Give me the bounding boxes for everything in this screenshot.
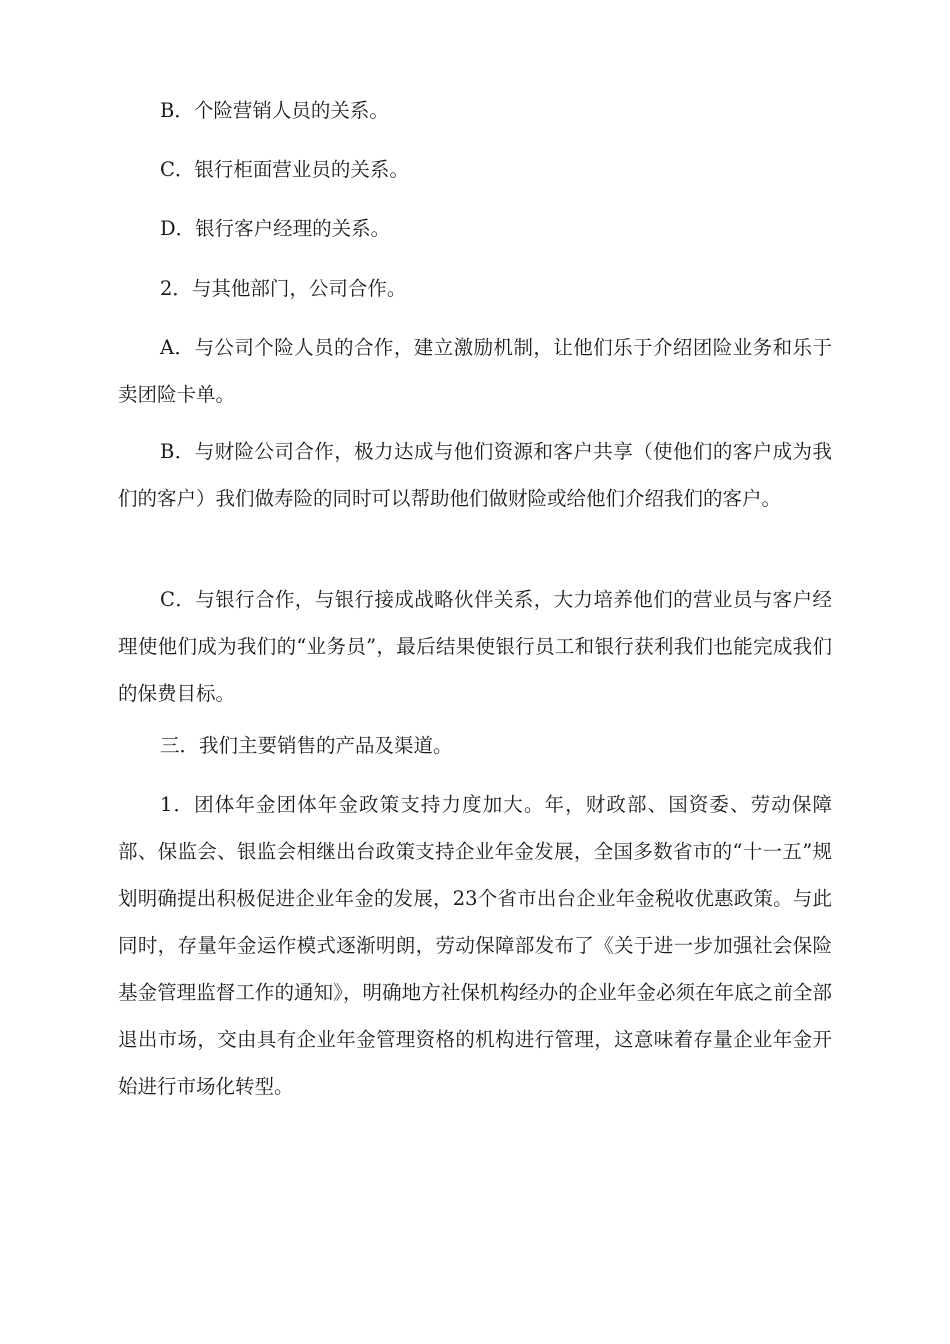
paragraph-section-3-heading: 三．我们主要销售的产品及渠道。 [160, 734, 453, 757]
paragraph-option-c-teller-relations: C．银行柜面营业员的关系。 [160, 158, 409, 181]
paragraph-cooperation-a: A．与公司个险人员的合作，建立激励机制，让他们乐于介绍团险业务和乐于卖团险卡单。 [118, 336, 832, 406]
paragraph-group-annuity: 1．团体年金团体年金政策支持力度加大。年，财政部、国资委、劳动保障部、保监会、银监会相继出台政策支持企业年金发展，全国多数省市的“十一五”规划明确提出积极促进企业年金的发展，23个省市出台企业年金税收优惠政策。与此同时，存量年金运作模式逐渐明朗，劳动保障部发布了《关于进一步加强社会保险基金管理监督工作的通知》，明确地方社保机构经办的企业年金必须在年底之前全部退出市场，交由具有企业年金管理资格的机构进行管理，这意味着存量企业年金开始进行市场化转型。 [118, 793, 832, 1098]
paragraph-cooperation-b: B．与财险公司合作，极力达成与他们资源和客户共享（使他们的客户成为我们的客户）我们做寿险的同时可以帮助他们做财险或给他们介绍我们的客户。 [118, 440, 832, 510]
paragraph-option-b-agent-relations: B．个险营销人员的关系。 [160, 99, 389, 122]
paragraph-section-2-cooperation: 2．与其他部门，公司合作。 [160, 277, 407, 300]
paragraph-option-d-account-manager-relations: D．银行客户经理的关系。 [160, 217, 391, 240]
paragraph-cooperation-c: C．与银行合作，与银行接成战略伙伴关系，大力培养他们的营业员与客户经理使他们成为我们的“业务员”，最后结果使银行员工和银行获利我们也能完成我们的保费目标。 [118, 588, 832, 705]
